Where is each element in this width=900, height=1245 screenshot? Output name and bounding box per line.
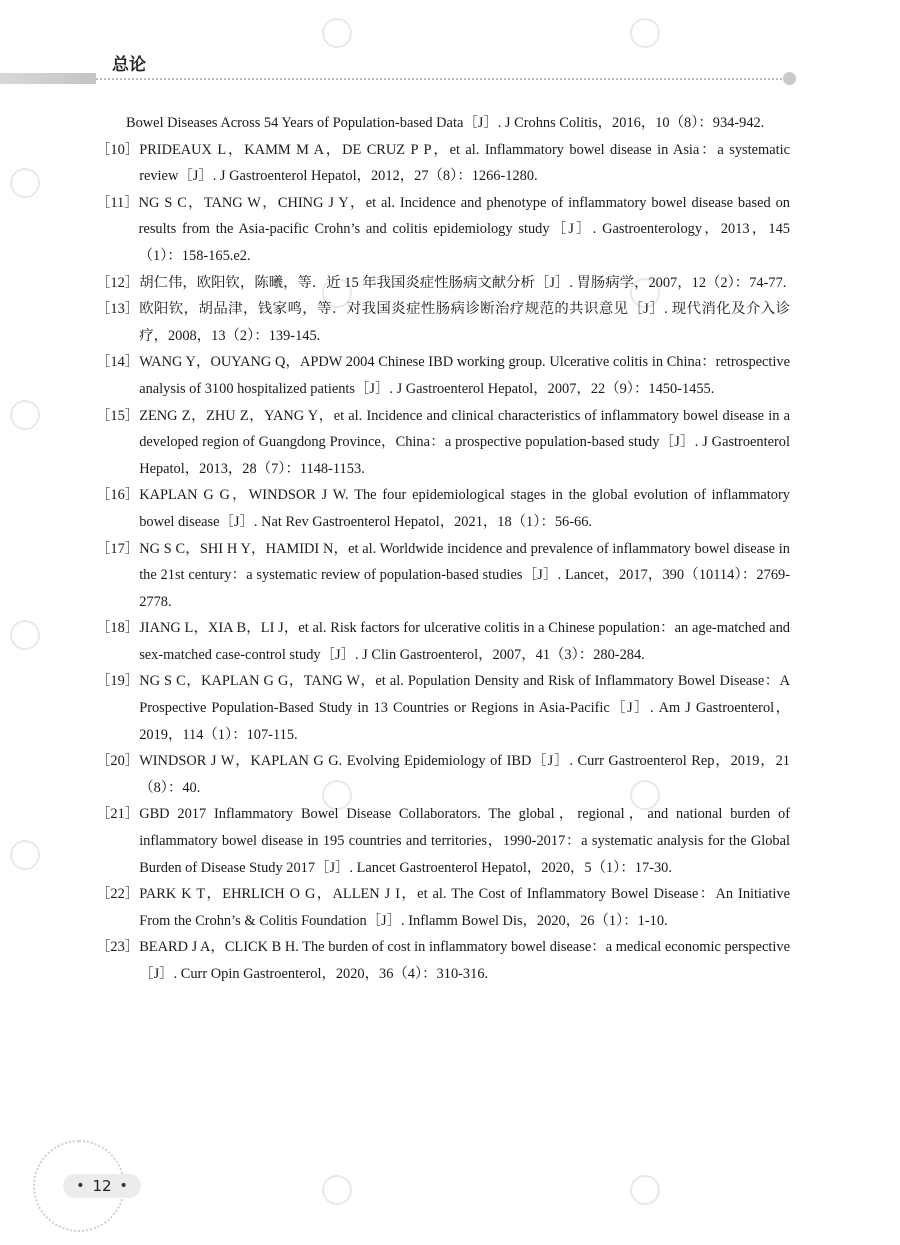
reference-item bbox=[96, 536, 790, 616]
header-dot-ornament bbox=[783, 72, 796, 85]
reference-item bbox=[96, 110, 790, 137]
reference-item bbox=[96, 349, 790, 402]
reference-text: NG S C，KAPLAN G G，TANG W，et al. Population Density and Risk of Inflammatory Bowel Disease：A Prospective Population-Based Study in 13 Countries or Regions in Asia-Pacific［J］. Am J Gastroenterol，2019，114（1）：107-115. bbox=[139, 673, 790, 743]
reference-text: GBD 2017 Inflammatory Bowel Disease Collaborators. The global，regional，and national burden of inflammatory bowel disease in 195 countries and territories，1990-2017：a systematic analysis for the Global Burden of Disease Study 2017［J］. Lancet Gastroenterol Hepatol，2020，5（1）：17-30. bbox=[139, 806, 790, 876]
reference-item bbox=[96, 748, 790, 801]
reference-text: Bowel Diseases Across 54 Years of Population-based Data［J］. J Crohns Colitis，2016，10（8）：934-942. bbox=[126, 115, 765, 131]
reference-number: ［18］ bbox=[96, 620, 140, 637]
reference-text: WINDSOR J W，KAPLAN G G. Evolving Epidemiology of IBD［J］. Curr Gastroenterol Rep，2019，21（8）：40. bbox=[139, 753, 790, 796]
bullet-dot-icon: • bbox=[76, 1178, 85, 1194]
reference-item bbox=[96, 615, 790, 668]
reference-item bbox=[96, 801, 790, 881]
reference-number: ［12］ bbox=[96, 274, 140, 291]
reference-number: ［15］ bbox=[96, 407, 140, 424]
reference-number: ［13］ bbox=[96, 301, 140, 318]
reference-text: 欧阳钦，胡品津，钱家鸣，等．对我国炎症性肠病诊断治疗规范的共识意见［J］. 现代消化及介入诊疗，2008，13（2）：139-145. bbox=[139, 301, 790, 344]
reference-item bbox=[96, 881, 790, 934]
reference-item bbox=[96, 934, 790, 987]
reference-number: ［10］ bbox=[96, 141, 140, 158]
reference-text: NG S C，SHI H Y，HAMIDI N，et al. Worldwide incidence and prevalence of inflammatory bowel disease in the 21st century：a systematic review of population-based studies［J］. Lancet，2017，390（10114）：2769-2778. bbox=[139, 540, 790, 610]
reference-text: PRIDEAUX L，KAMM M A，DE CRUZ P P，et al. Inflammatory bowel disease in Asia：a systematic review［J］. J Gastroenterol Hepatol，2012，27（8）：1266-1280. bbox=[139, 141, 790, 185]
reference-text: ZENG Z，ZHU Z，YANG Y，et al. Incidence and clinical characteristics of inflammatory bowel disease in a developed region of Guangdong Province，China：a prospective population-based study［J］. J Gastroenterol Hepatol，2013，28（7）：1148-1153. bbox=[139, 407, 790, 477]
reference-number: ［21］ bbox=[96, 806, 140, 823]
page-number: 12 bbox=[92, 1177, 112, 1195]
reference-list bbox=[96, 110, 790, 988]
header-accent-bar bbox=[0, 73, 96, 84]
reference-item bbox=[96, 482, 790, 535]
reference-text: 胡仁伟，欧阳钦，陈曦，等．近 15 年我国炎症性肠病文献分析［J］. 胃肠病学，2007，12（2）：74-77. bbox=[139, 274, 787, 291]
bullet-dot-icon: • bbox=[119, 1178, 128, 1194]
reference-text: JIANG L，XIA B，LI J，et al. Risk factors for ulcerative colitis in a Chinese population：an age-matched and sex-matched case-control study［J］. J Clin Gastroenterol，2007，41（3）：280-284. bbox=[139, 620, 790, 663]
section-title: 总论 bbox=[112, 55, 146, 75]
reference-text: KAPLAN G G，WINDSOR J W. The four epidemiological stages in the global evolution of inflammatory bowel disease［J］. Nat Rev Gastroenterol Hepatol，2021，18（1）：56-66. bbox=[139, 487, 790, 530]
reference-item bbox=[96, 296, 790, 349]
reference-number: ［20］ bbox=[96, 753, 140, 770]
reference-item bbox=[96, 137, 790, 190]
reference-item bbox=[96, 270, 790, 297]
reference-number: ［19］ bbox=[96, 673, 140, 690]
reference-number: ［22］ bbox=[96, 886, 140, 903]
reference-number: ［23］ bbox=[96, 939, 140, 956]
page-number-badge bbox=[63, 1174, 141, 1198]
reference-text: WANG Y，OUYANG Q，APDW 2004 Chinese IBD working group. Ulcerative colitis in China：retrospective analysis of 3100 hospitalized patients［J］. J Gastroenterol Hepatol，2007，22（9）：1450-1455. bbox=[139, 354, 790, 397]
reference-number: ［14］ bbox=[96, 354, 140, 371]
reference-text: NG S C，TANG W，CHING J Y，et al. Incidence and phenotype of inflammatory bowel disease based on results from the Asia-pacific Crohn’s and colitis epidemiology study［J］. Gastroenterology，2013，145（1）：158-165.e2. bbox=[138, 194, 790, 264]
reference-number: ［16］ bbox=[96, 487, 140, 504]
reference-item bbox=[96, 668, 790, 748]
reference-item bbox=[96, 403, 790, 483]
page-header bbox=[0, 0, 900, 100]
reference-number: ［11］ bbox=[96, 194, 139, 211]
reference-text: BEARD J A，CLICK B H. The burden of cost in inflammatory bowel disease：a medical economic perspective［J］. Curr Opin Gastroenterol，2020，36（4）：310-316. bbox=[139, 939, 790, 982]
reference-text: PARK K T，EHRLICH O G，ALLEN J I，et al. The Cost of Inflammatory Bowel Disease：An Initiative From the Crohn’s & Colitis Foundation［J］. Inflamm Bowel Dis，2020，26（1）：1-10. bbox=[139, 886, 790, 929]
reference-item bbox=[96, 190, 790, 270]
header-dotted-rule bbox=[96, 78, 786, 80]
reference-number: ［17］ bbox=[96, 540, 140, 557]
